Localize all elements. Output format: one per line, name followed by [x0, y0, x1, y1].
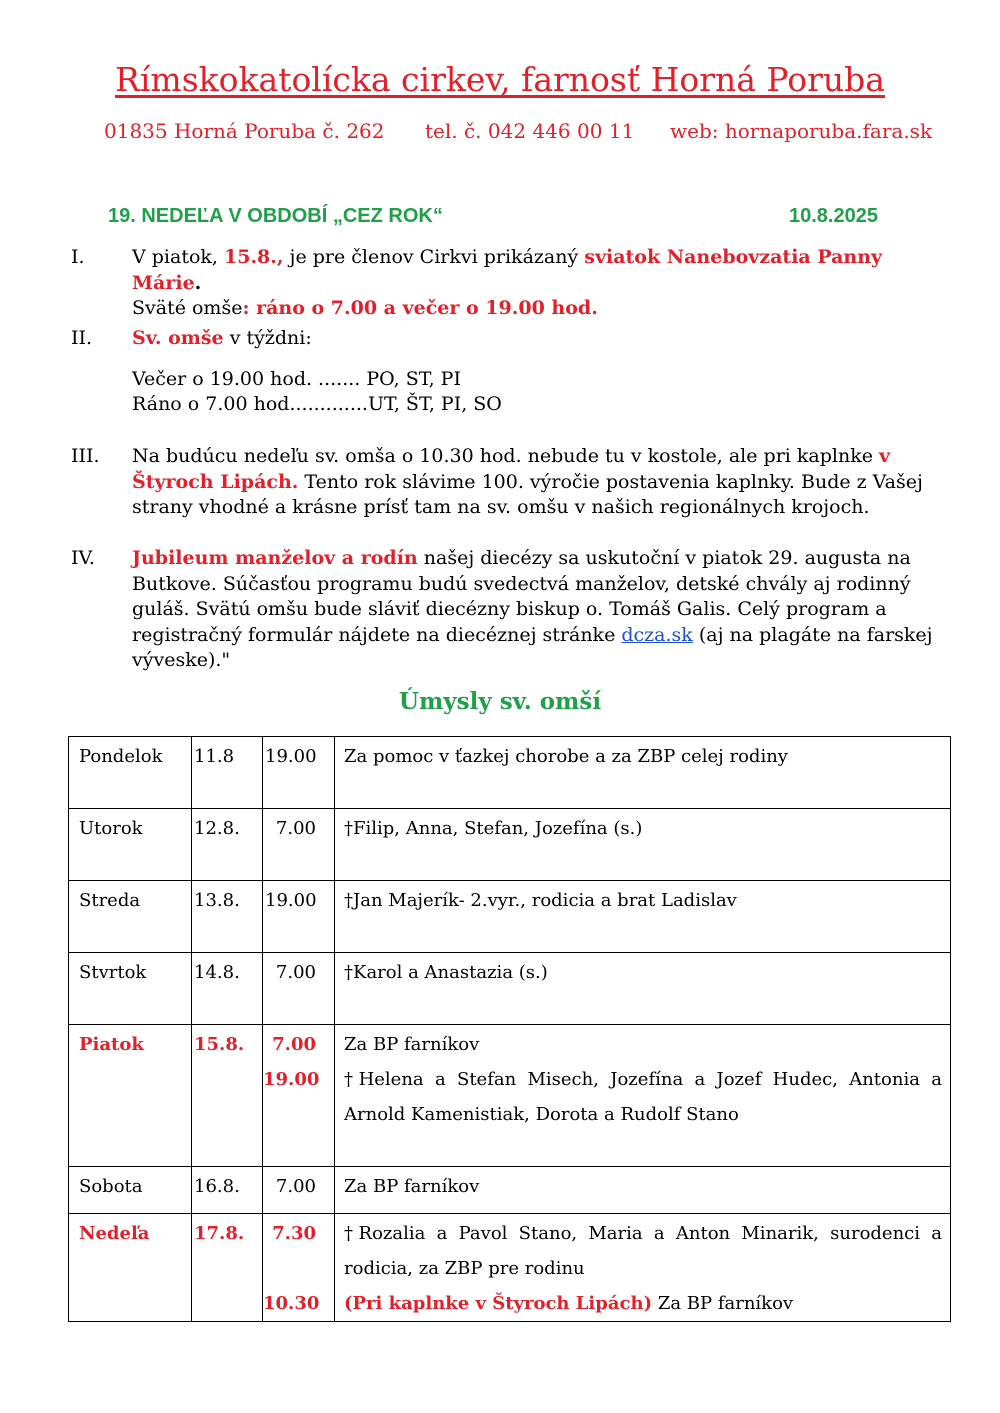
time-value: 7.30 — [272, 1223, 316, 1244]
intention-cell — [335, 809, 951, 881]
chapel-note: (Pri kaplnke v Štyroch Lipách) — [344, 1293, 653, 1314]
time-value: 7.00 — [275, 1176, 316, 1197]
highlight: sviatok Nanebovzatia Panny Márie — [132, 246, 883, 294]
time-value: 7.00 — [272, 1034, 316, 1055]
intention-text: †Rozalia a Pavol Stano, Maria a Anton Minarik, surodenci a rodicia, za ZBP pre rodinu — [344, 1223, 942, 1279]
date-cell: 17.8. — [192, 1214, 263, 1322]
intention-text: Za BP farníkov — [652, 1293, 794, 1314]
day-cell: Utorok — [69, 809, 192, 881]
parish-address: 01835 Horná Poruba č. 262 — [104, 119, 385, 143]
date-cell: 13.8. — [192, 881, 263, 953]
time-value: 19.00 — [265, 746, 317, 767]
announcement-1 — [71, 245, 951, 322]
evening-masses: Večer o 19.00 hod. ....... PO, ST, PI — [132, 367, 461, 390]
text: Tento rok slávime 100. výročie postavenia kaplnky. Bude z Vašej strany vhodné a krásne prísť tam na sv. omšu v našich regionálnych krojoch. — [132, 470, 923, 518]
announcement-2 — [71, 326, 951, 418]
announcement-4 — [71, 546, 951, 674]
date-cell: 12.8. — [192, 809, 263, 881]
intention-text — [344, 1286, 942, 1321]
time-cell — [263, 1025, 335, 1167]
announcement-number: IV. — [71, 547, 95, 569]
intention-text: Za BP farníkov — [344, 1034, 480, 1055]
text: Na budúcu nedeľu sv. omša o 10.30 hod. nebude tu v kostole, ale pri kaplnke — [132, 445, 880, 467]
time-cell — [263, 881, 335, 953]
parish-phone: tel. č. 042 446 00 11 — [425, 119, 635, 143]
morning-masses: Ráno o 7.00 hod.............UT, ŠT, PI, SO — [132, 393, 502, 415]
bulletin-date: 10.8.2025 — [789, 205, 878, 227]
announcement-number: I. — [71, 246, 85, 268]
table-row — [69, 809, 951, 881]
table-row — [69, 737, 951, 809]
intention-text: †Jan Majerík- 2.vyr., rodicia a brat Ladislav — [344, 890, 737, 911]
date-cell: 15.8. — [192, 1025, 263, 1167]
intention-cell — [335, 881, 951, 953]
intentions-title: Úmysly sv. omší — [398, 688, 602, 715]
time-value: 7.00 — [275, 818, 316, 839]
day-cell: Stvrtok — [69, 953, 192, 1025]
date-cell: 11.8 — [192, 737, 263, 809]
time-value: 19.00 — [263, 1069, 320, 1090]
table-row — [69, 881, 951, 953]
time-value: 7.00 — [275, 962, 316, 983]
intention-text: †Filip, Anna, Stefan, Jozefína (s.) — [344, 818, 643, 839]
parish-title: Rímskokatolícka cirkev, farnosť Horná Poruba — [115, 60, 885, 99]
date-cell: 14.8. — [192, 953, 263, 1025]
day-cell: Sobota — [69, 1167, 192, 1214]
highlight: v Štyroch Lipách. — [132, 445, 891, 493]
intention-text: †Helena a Stefan Misech, Jozefína a Jozef Hudec, Antonia a Arnold Kamenistiak, Dorota a Rudolf Stano — [344, 1069, 942, 1125]
day-cell: Pondelok — [69, 737, 192, 809]
table-row — [69, 1214, 951, 1322]
text: V piatok, — [132, 246, 224, 268]
text: je pre členov Cirkvi prikázaný — [283, 246, 585, 268]
text: v týždni: — [223, 327, 312, 349]
intentions-table — [68, 736, 951, 1322]
text: našej diecézy sa uskutoční v piatok 29. augusta na Butkove. Súčasťou programu budú svedectvá manželov, detské chvály aj rodinný guláš. Svätú omšu bude sláviť diecézny biskup o. Tomáš Galis. Celý program a registračný formulár nájdete na diecéznej stránke — [132, 547, 911, 646]
time-cell — [263, 1167, 335, 1214]
intention-text: Za BP farníkov — [344, 1176, 480, 1197]
text: (aj na plagáte na farskej výveske)." — [132, 623, 933, 671]
day-cell: Piatok — [69, 1025, 192, 1167]
time-cell — [263, 1214, 335, 1322]
announcement-3 — [71, 444, 951, 521]
announcement-number: II. — [71, 327, 93, 349]
time-value: 19.00 — [265, 890, 317, 911]
time-cell — [263, 737, 335, 809]
intention-text: †Karol a Anastazia (s.) — [344, 962, 548, 983]
intention-cell — [335, 1214, 951, 1322]
intention-cell — [335, 737, 951, 809]
table-row — [69, 953, 951, 1025]
intention-text: Za pomoc v ťazkej chorobe a za ZBP celej rodiny — [344, 746, 788, 767]
day-cell: Nedeľa — [69, 1214, 192, 1322]
intention-cell — [335, 1025, 951, 1167]
highlight: Jubileum manželov a rodín — [132, 547, 418, 569]
highlight: Sv. omše — [132, 327, 224, 349]
time-cell — [263, 809, 335, 881]
announcement-number: III. — [71, 445, 100, 467]
date-cell: 16.8. — [192, 1167, 263, 1214]
intention-cell — [335, 953, 951, 1025]
time-cell — [263, 953, 335, 1025]
text: Sväté omše — [132, 297, 243, 319]
table-row — [69, 1167, 951, 1214]
sunday-headline: 19. NEDEĽA V OBDOBÍ „CEZ ROK“ — [108, 205, 443, 227]
highlight: 15.8., — [224, 246, 284, 268]
text: . — [194, 271, 202, 294]
table-row — [69, 1025, 951, 1167]
parish-web: web: hornaporuba.fara.sk — [670, 119, 933, 143]
day-cell: Streda — [69, 881, 192, 953]
diocese-link[interactable]: dcza.sk — [621, 623, 693, 646]
highlight: : ráno o 7.00 a večer o 19.00 hod. — [242, 297, 598, 319]
time-value: 10.30 — [263, 1293, 320, 1314]
intention-cell — [335, 1167, 951, 1214]
